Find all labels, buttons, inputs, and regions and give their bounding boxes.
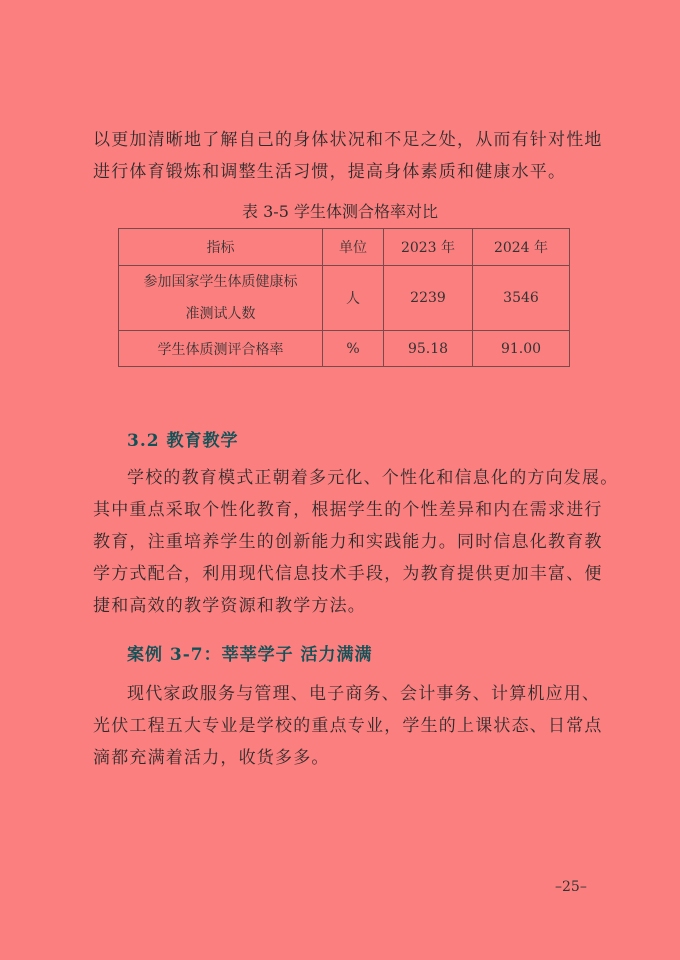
paragraph-line: 进行体育锻炼和调整生活习惯，提高身体素质和健康水平。 [93,162,567,182]
row-label: 学生体质测评合格率 [119,331,323,367]
header-2023: 2023 年 [384,229,473,266]
intro-paragraph [93,124,613,188]
paragraph-line: 以更加清晰地了解自己的身体状况和不足之处，从而有针对性地 [93,130,603,150]
fitness-pass-rate-table [118,228,570,367]
header-2024: 2024 年 [473,229,570,266]
page-number: –25– [555,879,587,895]
row-label-line: 准测试人数 [185,306,256,322]
table-header-row [119,229,570,266]
row-unit: 人 [323,266,384,331]
case-heading: 案例 3-7：莘莘学子 活力满满 [127,645,373,665]
section-paragraph [93,462,619,622]
paragraph-line: 光伏工程五大专业是学校的重点专业，学生的上课状态、日常点 [93,716,603,736]
paragraph-line: 滴都充满着活力，收货多多。 [93,748,330,768]
table-row [119,266,570,331]
row-value-2024: 3546 [473,266,570,331]
paragraph-line: 其中重点采取个性化教育，根据学生的个性差异和内在需求进行 [93,500,603,520]
paragraph-line: 现代家政服务与管理、电子商务、会计事务、计算机应用、 [127,684,601,704]
paragraph-line: 捷和高效的教学资源和教学方法。 [93,596,366,616]
row-unit: % [323,331,384,367]
paragraph-line: 学校的教育模式正朝着多元化、个性化和信息化的方向发展。 [127,468,619,488]
header-unit: 单位 [323,229,384,266]
row-label [119,266,323,331]
row-value-2024: 91.00 [473,331,570,367]
table-caption: 表 3-5 学生体测合格率对比 [242,202,438,221]
paragraph-line: 学方式配合，利用现代信息技术手段，为教育提供更加丰富、便 [93,564,603,584]
section-heading: 3.2 教育教学 [127,431,239,451]
header-indicator: 指标 [119,229,323,266]
case-paragraph [93,678,613,774]
paragraph-line: 教育，注重培养学生的创新能力和实践能力。同时信息化教育教 [93,532,603,552]
row-label-line: 参加国家学生体质健康标 [143,274,298,290]
row-value-2023: 2239 [384,266,473,331]
table-row [119,331,570,367]
row-value-2023: 95.18 [384,331,473,367]
